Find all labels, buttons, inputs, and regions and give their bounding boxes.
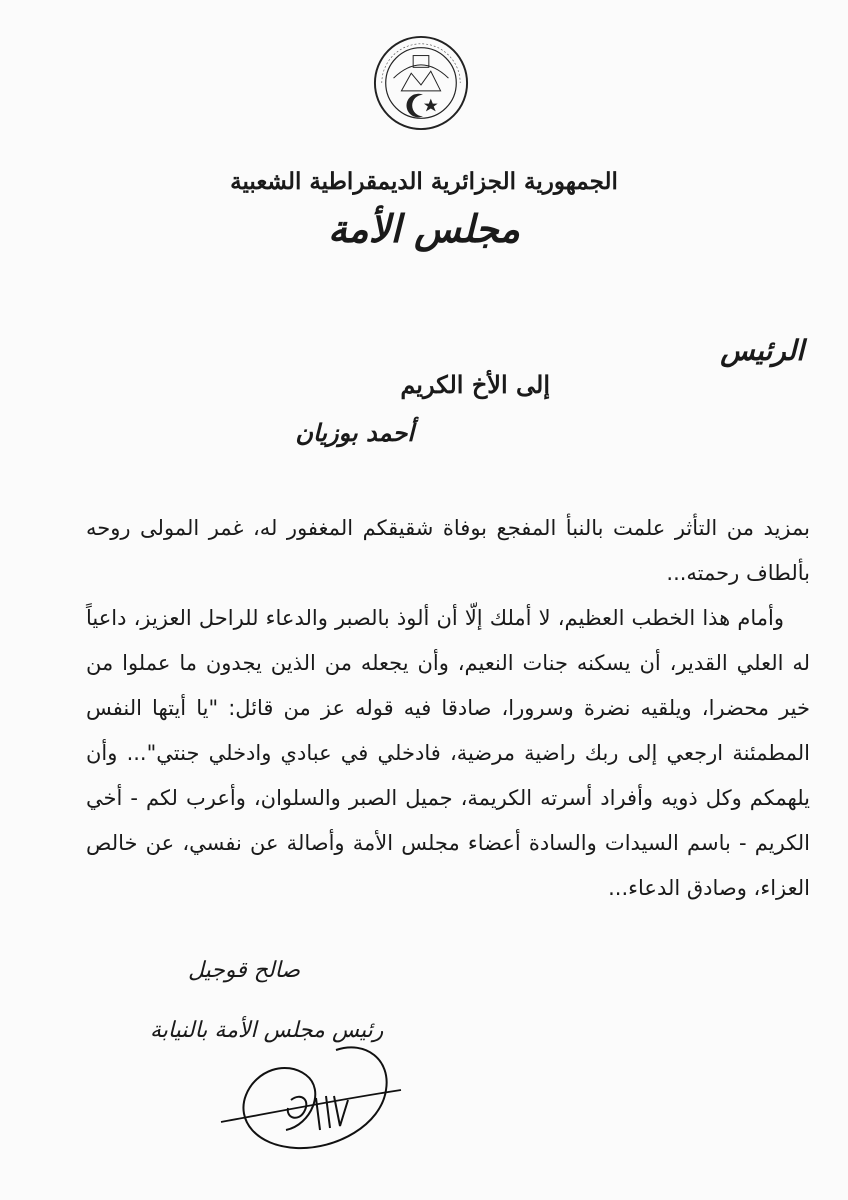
council-heading: مجلس الأمة xyxy=(327,206,521,251)
paragraph: بمزيد من التأثر علمت بالنبأ المفجع بوفاة شقيقكم المغفور له، غمر المولى روحه بألطاف رحمته... xyxy=(86,516,810,585)
state-seal-icon xyxy=(372,34,470,132)
president-label: الرئيس xyxy=(720,334,804,367)
letter-body xyxy=(86,506,810,911)
signatory-name: صالح قوجيل xyxy=(188,958,301,983)
handwritten-signature-icon xyxy=(216,1030,406,1170)
signatory-title: رئيس مجلس الأمة بالنيابة xyxy=(150,1018,384,1043)
republic-heading: الجمهورية الجزائرية الديمقراطية الشعبية xyxy=(230,168,618,195)
recipient-name: أحمد بوزيان xyxy=(295,418,414,447)
salutation: إلى الأخ الكريم xyxy=(400,370,550,399)
paragraph: وأمام هذا الخطب العظيم، لا أملك إلّا أن ألوذ بالصبر والدعاء للراحل العزيز، داعياً له العلي القدير، أن يسكنه جنات النعيم، وأن يجعله من الذين يجدون ما عملوا من خير محضرا، ويلقيه نضرة وسرورا، صادقا فيه قوله عز من قائل: "يا أيتها النفس المطمئنة ارجعي إلى ربك راضية مرضية، فادخلي في عبادي وادخلي جنتي"... وأن يلهمكم وكل ذويه وأفراد أسرته الكريمة، جميل الصبر والسلوان، وأعرب لكم - أخي الكريم - باسم السيدات والسادة أعضاء مجلس الأمة وأصالة عن نفسي، عن خالص العزاء، وصادق الدعاء... xyxy=(86,606,810,900)
